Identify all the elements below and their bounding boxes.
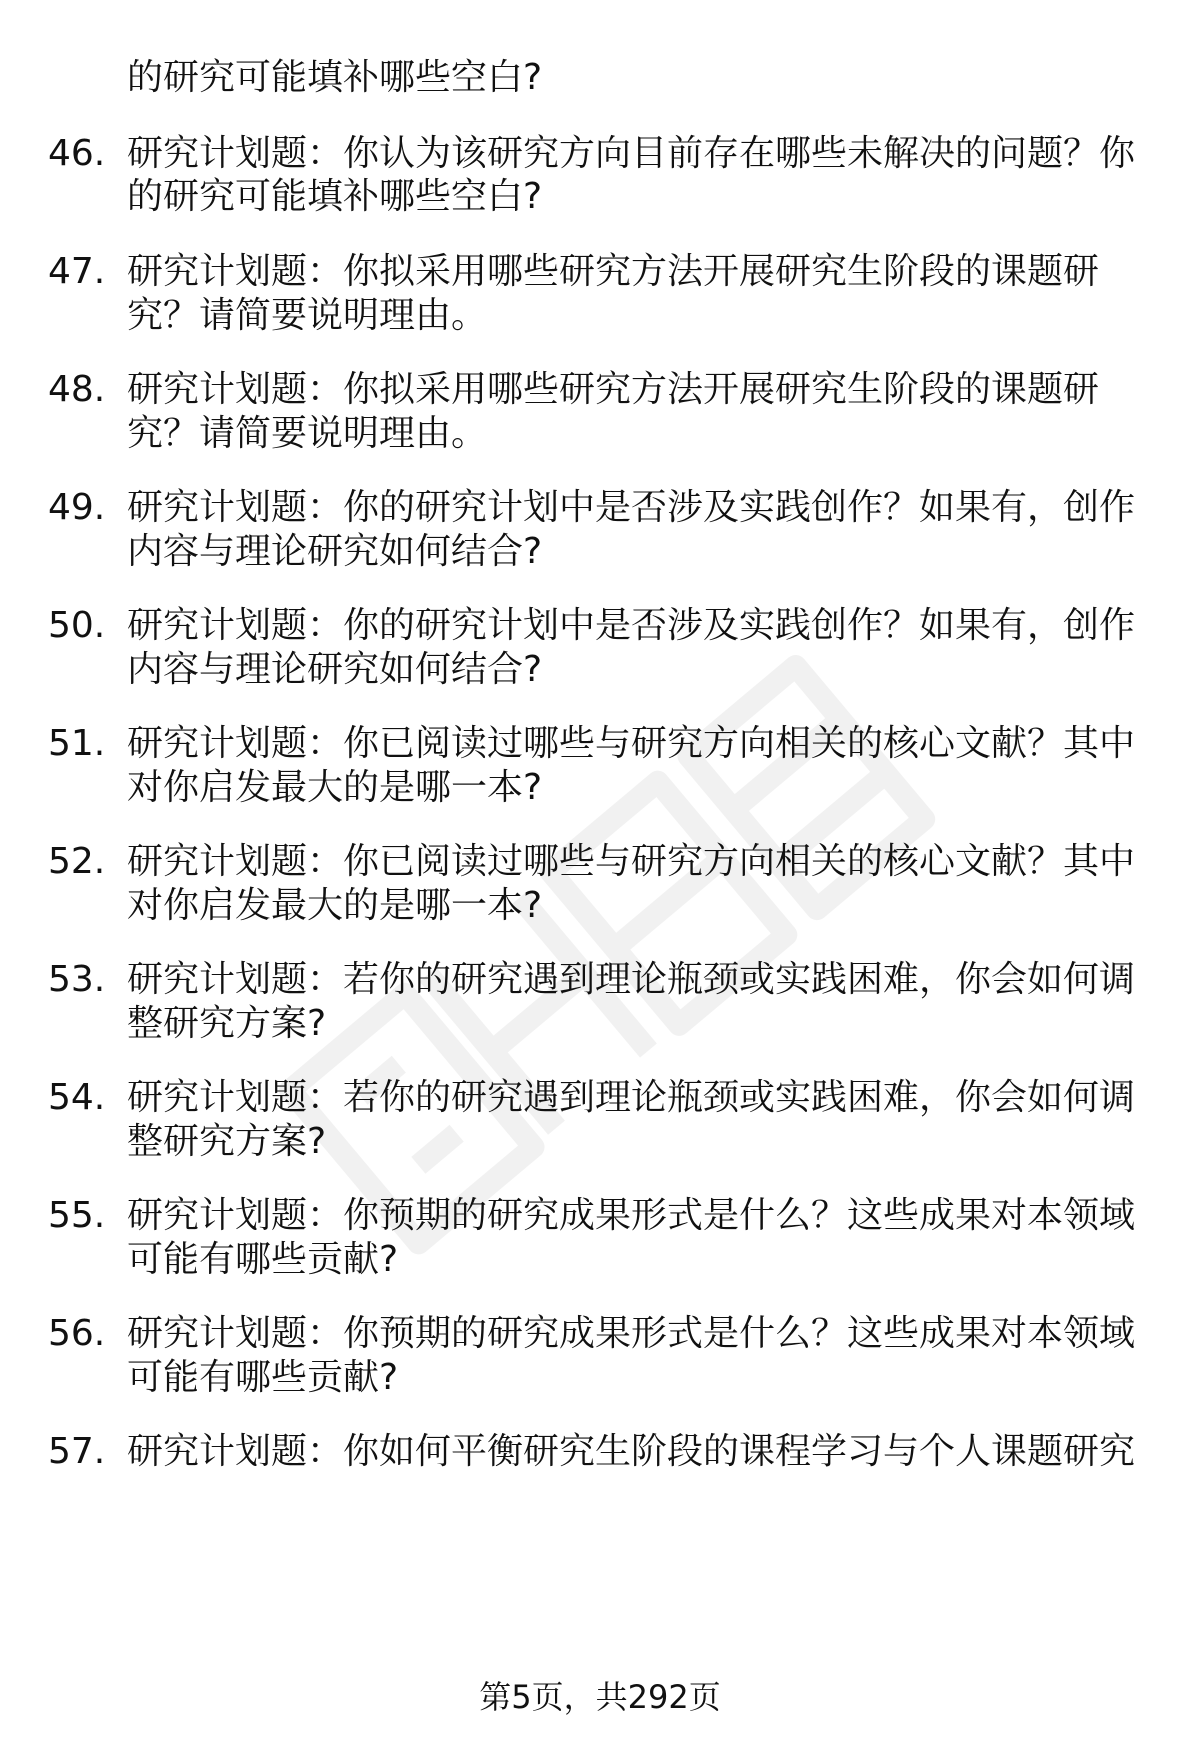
text-line bbox=[0, 406, 1200, 462]
question-text: 研究计划题：你预期的研究成果形式是什么？这些成果对本领域 bbox=[127, 1195, 1136, 1236]
text-line bbox=[0, 169, 1200, 225]
page-footer: 第5页，共292页 bbox=[479, 1678, 721, 1716]
question-text: 研究计划题：你拟采用哪些研究方法开展研究生阶段的课题研 bbox=[127, 251, 1100, 292]
text-line bbox=[0, 1114, 1200, 1170]
question-number: 54. bbox=[48, 1077, 106, 1118]
question-text-continuation: 的研究可能填补哪些空白? bbox=[127, 176, 543, 217]
question-text: 研究计划题：你已阅读过哪些与研究方向相关的核心文献？其中 bbox=[127, 841, 1136, 882]
question-text: 研究计划题：你拟采用哪些研究方法开展研究生阶段的课题研 bbox=[127, 369, 1100, 410]
question-text-continuation: 对你启发最大的是哪一本? bbox=[127, 767, 543, 808]
text-line bbox=[0, 760, 1200, 816]
text-line bbox=[0, 524, 1200, 580]
question-number: 48. bbox=[48, 369, 106, 410]
text-line bbox=[0, 1350, 1200, 1406]
question-number: 49. bbox=[48, 487, 106, 528]
question-number: 53. bbox=[48, 959, 106, 1000]
question-number: 51. bbox=[48, 723, 106, 764]
question-text-continuation: 对你启发最大的是哪一本? bbox=[127, 885, 543, 926]
question-text: 研究计划题：若你的研究遇到理论瓶颈或实践困难，你会如何调 bbox=[127, 1077, 1136, 1118]
question-text-continuation: 可能有哪些贡献? bbox=[127, 1239, 399, 1280]
question-number: 56. bbox=[48, 1313, 106, 1354]
text-line bbox=[0, 996, 1200, 1052]
question-number: 55. bbox=[48, 1195, 106, 1236]
question-text: 研究计划题：你认为该研究方向目前存在哪些未解决的问题？你 bbox=[127, 133, 1136, 174]
question-number: 52. bbox=[48, 841, 106, 882]
text-line bbox=[0, 288, 1200, 344]
question-text-continuation: 究？请简要说明理由。 bbox=[127, 413, 488, 454]
question-text: 研究计划题：你如何平衡研究生阶段的课程学习与个人课题研究 bbox=[127, 1431, 1136, 1472]
question-number: 57. bbox=[48, 1431, 106, 1472]
question-number: 47. bbox=[48, 251, 106, 292]
question-text-continuation: 整研究方案? bbox=[127, 1121, 327, 1162]
question-text: 研究计划题：若你的研究遇到理论瓶颈或实践困难，你会如何调 bbox=[127, 959, 1136, 1000]
question-text: 研究计划题：你已阅读过哪些与研究方向相关的核心文献？其中 bbox=[127, 723, 1136, 764]
question-text: 研究计划题：你的研究计划中是否涉及实践创作？如果有，创作 bbox=[127, 487, 1136, 528]
text-line bbox=[0, 1232, 1200, 1288]
question-number: 46. bbox=[48, 133, 106, 174]
text-line bbox=[0, 1424, 1200, 1480]
question-text-continuation: 的研究可能填补哪些空白? bbox=[127, 57, 543, 98]
question-text: 研究计划题：你的研究计划中是否涉及实践创作？如果有，创作 bbox=[127, 605, 1136, 646]
question-text-continuation: 内容与理论研究如何结合? bbox=[127, 649, 543, 690]
question-text: 研究计划题：你预期的研究成果形式是什么？这些成果对本领域 bbox=[127, 1313, 1136, 1354]
question-text-continuation: 究？请简要说明理由。 bbox=[127, 295, 488, 336]
question-text-continuation: 内容与理论研究如何结合? bbox=[127, 531, 543, 572]
question-text-continuation: 可能有哪些贡献? bbox=[127, 1357, 399, 1398]
text-line bbox=[0, 878, 1200, 934]
question-text-continuation: 整研究方案? bbox=[127, 1003, 327, 1044]
text-line bbox=[0, 50, 1200, 106]
question-number: 50. bbox=[48, 605, 106, 646]
text-line bbox=[0, 642, 1200, 698]
